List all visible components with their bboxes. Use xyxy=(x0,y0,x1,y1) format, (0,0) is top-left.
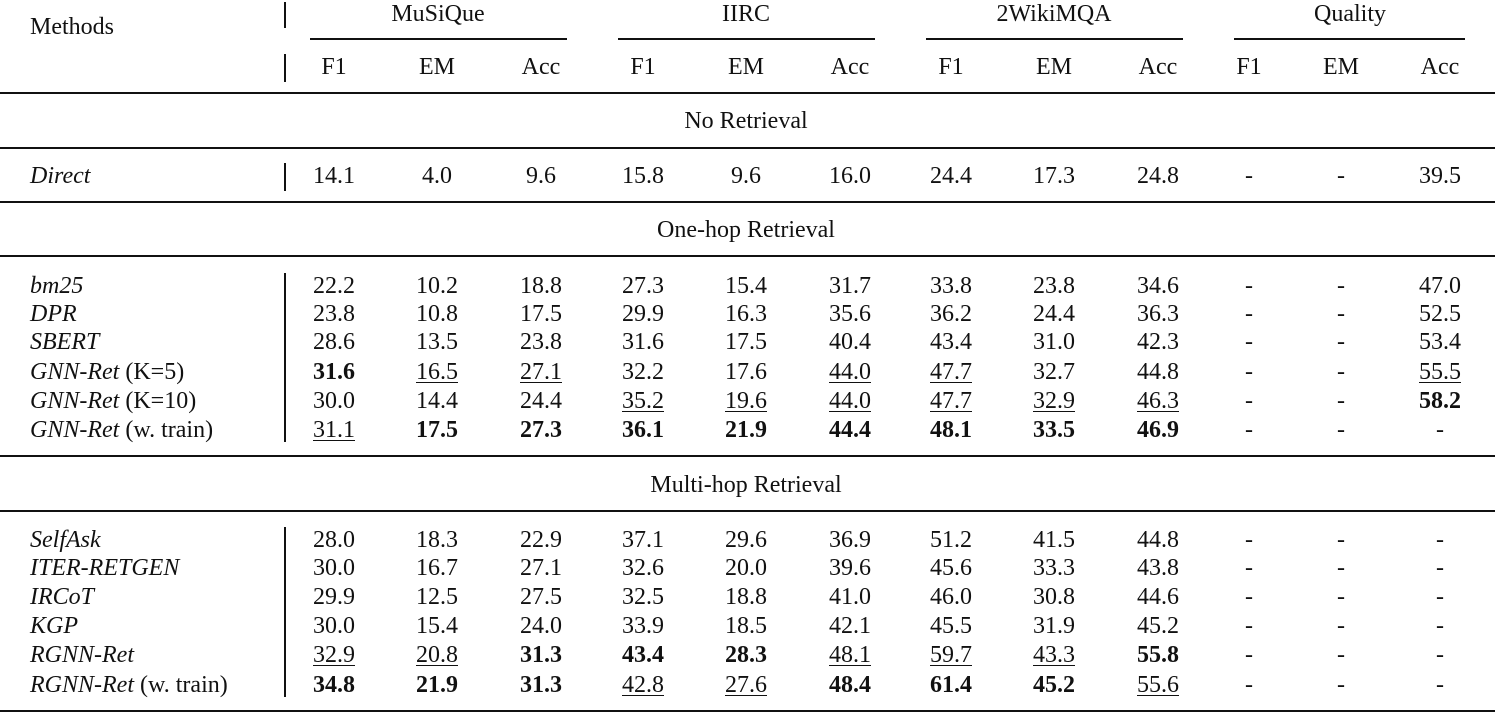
table-cell: 31.3 xyxy=(520,642,562,668)
method-name: DPR xyxy=(30,301,77,327)
table-cell: 20.8 xyxy=(416,642,458,668)
table-cell: 32.2 xyxy=(622,359,664,385)
table-cell: 43.4 xyxy=(622,642,664,668)
table-cell: 34.8 xyxy=(313,672,355,698)
header-subcol: F1 xyxy=(1236,54,1262,80)
table-cell: - xyxy=(1245,555,1253,581)
method-label xyxy=(30,416,213,444)
table-cell: - xyxy=(1337,417,1345,443)
table-cell: 17.5 xyxy=(520,301,562,327)
header-subcol: Acc xyxy=(1138,54,1178,80)
table-cell: 32.6 xyxy=(622,555,664,581)
table-cell: 18.5 xyxy=(725,613,767,639)
table-cell: 33.3 xyxy=(1033,555,1075,581)
header-subcol: EM xyxy=(419,54,455,80)
table-cell: 24.8 xyxy=(1137,163,1179,189)
header-group: Quality xyxy=(1314,1,1386,27)
table-cell: - xyxy=(1337,388,1345,414)
table-cell: 59.7 xyxy=(930,642,972,668)
table-cell: 47.7 xyxy=(930,388,972,414)
table-cell: 31.7 xyxy=(829,273,871,299)
table-cell: 39.6 xyxy=(829,555,871,581)
table-cell: - xyxy=(1436,613,1444,639)
table-cell: 36.1 xyxy=(622,417,664,443)
group-underline xyxy=(926,38,1183,40)
table-cell: - xyxy=(1436,555,1444,581)
table-cell: - xyxy=(1245,642,1253,668)
table-cell: 35.6 xyxy=(829,301,871,327)
table-cell: 53.4 xyxy=(1419,329,1461,355)
table-cell: - xyxy=(1245,329,1253,355)
table-cell: 43.4 xyxy=(930,329,972,355)
table-cell: - xyxy=(1337,301,1345,327)
table-cell: 15.8 xyxy=(622,163,664,189)
table-cell: 28.0 xyxy=(313,527,355,553)
table-cell: 55.5 xyxy=(1419,359,1461,385)
column-separator xyxy=(284,2,286,28)
table-cell: 31.3 xyxy=(520,672,562,698)
table-cell: 27.5 xyxy=(520,584,562,610)
method-label xyxy=(30,671,228,699)
table-cell: 30.0 xyxy=(313,388,355,414)
table-cell: 27.1 xyxy=(520,555,562,581)
method-name: ITER-RETGEN xyxy=(30,555,180,581)
method-name: GNN-Ret xyxy=(30,388,120,414)
method-name: Direct xyxy=(30,163,91,189)
method-name: GNN-Ret xyxy=(30,417,120,443)
table-cell: 17.5 xyxy=(725,329,767,355)
table-cell: 43.8 xyxy=(1137,555,1179,581)
table-cell: 24.4 xyxy=(1033,301,1075,327)
table-cell: 48.1 xyxy=(930,417,972,443)
method-label xyxy=(30,554,179,582)
header-subcol: EM xyxy=(1323,54,1359,80)
table-cell: 15.4 xyxy=(725,273,767,299)
table-rule xyxy=(0,92,1495,94)
table-cell: - xyxy=(1337,273,1345,299)
table-cell: - xyxy=(1337,359,1345,385)
table-cell: 45.2 xyxy=(1033,672,1075,698)
table-cell: 51.2 xyxy=(930,527,972,553)
method-label xyxy=(30,328,99,356)
table-cell: 32.5 xyxy=(622,584,664,610)
table-cell: 17.6 xyxy=(725,359,767,385)
table-cell: 39.5 xyxy=(1419,163,1461,189)
table-cell: 24.4 xyxy=(520,388,562,414)
table-cell: 34.6 xyxy=(1137,273,1179,299)
table-cell: 45.2 xyxy=(1137,613,1179,639)
table-cell: - xyxy=(1245,273,1253,299)
table-cell: - xyxy=(1245,417,1253,443)
section-title: One-hop Retrieval xyxy=(657,217,835,243)
table-cell: - xyxy=(1337,329,1345,355)
table-cell: 44.8 xyxy=(1137,359,1179,385)
table-cell: 29.9 xyxy=(313,584,355,610)
table-cell: - xyxy=(1245,163,1253,189)
table-cell: 45.6 xyxy=(930,555,972,581)
table-cell: 15.4 xyxy=(416,613,458,639)
table-cell: 48.4 xyxy=(829,672,871,698)
table-cell: 44.4 xyxy=(829,417,871,443)
table-cell: - xyxy=(1436,584,1444,610)
table-cell: 18.8 xyxy=(725,584,767,610)
table-cell: 22.9 xyxy=(520,527,562,553)
table-cell: - xyxy=(1245,359,1253,385)
table-cell: 30.0 xyxy=(313,613,355,639)
table-cell: 47.7 xyxy=(930,359,972,385)
table-cell: 42.8 xyxy=(622,672,664,698)
table-cell: - xyxy=(1245,388,1253,414)
table-cell: 18.3 xyxy=(416,527,458,553)
method-label xyxy=(30,272,83,300)
table-cell: 42.1 xyxy=(829,613,871,639)
section-title: No Retrieval xyxy=(684,108,808,134)
header-subcol: Acc xyxy=(521,54,561,80)
table-cell: - xyxy=(1245,672,1253,698)
table-cell: - xyxy=(1337,555,1345,581)
table-cell: 37.1 xyxy=(622,527,664,553)
table-cell: 13.5 xyxy=(416,329,458,355)
method-name: bm25 xyxy=(30,273,84,299)
header-subcol: Acc xyxy=(830,54,870,80)
table-cell: 28.6 xyxy=(313,329,355,355)
table-cell: 32.9 xyxy=(313,642,355,668)
method-label xyxy=(30,162,90,190)
table-cell: 31.6 xyxy=(313,359,355,385)
table-cell: 61.4 xyxy=(930,672,972,698)
table-cell: 28.3 xyxy=(725,642,767,668)
table-cell: 16.7 xyxy=(416,555,458,581)
method-label xyxy=(30,612,78,640)
table-cell: 40.4 xyxy=(829,329,871,355)
table-cell: 27.1 xyxy=(520,359,562,385)
column-separator xyxy=(284,273,286,442)
table-cell: 45.5 xyxy=(930,613,972,639)
method-name: RGNN-Ret xyxy=(30,642,134,668)
group-underline xyxy=(618,38,875,40)
table-rule xyxy=(0,201,1495,203)
table-cell: 23.8 xyxy=(1033,273,1075,299)
table-cell: 24.4 xyxy=(930,163,972,189)
method-name: KGP xyxy=(30,613,78,639)
table-cell: - xyxy=(1337,163,1345,189)
group-underline xyxy=(1234,38,1465,40)
header-subcol: F1 xyxy=(630,54,656,80)
table-cell: 27.3 xyxy=(520,417,562,443)
table-cell: - xyxy=(1436,672,1444,698)
table-cell: 32.7 xyxy=(1033,359,1075,385)
method-label xyxy=(30,300,77,328)
table-cell: 44.0 xyxy=(829,359,871,385)
table-cell: 4.0 xyxy=(422,163,452,189)
table-rule xyxy=(0,510,1495,512)
table-cell: 43.3 xyxy=(1033,642,1075,668)
method-label xyxy=(30,641,134,669)
table-cell: 23.8 xyxy=(313,301,355,327)
table-cell: 24.0 xyxy=(520,613,562,639)
table-cell: - xyxy=(1245,527,1253,553)
table-cell: 18.8 xyxy=(520,273,562,299)
method-label xyxy=(30,526,101,554)
table-cell: - xyxy=(1245,301,1253,327)
table-cell: 44.6 xyxy=(1137,584,1179,610)
section-title: Multi-hop Retrieval xyxy=(650,472,842,498)
table-cell: 44.0 xyxy=(829,388,871,414)
table-cell: 30.0 xyxy=(313,555,355,581)
column-separator xyxy=(284,54,286,82)
header-subcol: F1 xyxy=(321,54,347,80)
table-rule xyxy=(0,710,1495,712)
table-cell: 52.5 xyxy=(1419,301,1461,327)
table-cell: 29.6 xyxy=(725,527,767,553)
method-suffix: (w. train) xyxy=(133,672,228,698)
table-cell: 14.4 xyxy=(416,388,458,414)
table-cell: 23.8 xyxy=(520,329,562,355)
table-cell: 21.9 xyxy=(416,672,458,698)
table-cell: 41.0 xyxy=(829,584,871,610)
table-cell: 42.3 xyxy=(1137,329,1179,355)
column-separator xyxy=(284,163,286,191)
table-cell: - xyxy=(1337,642,1345,668)
table-cell: - xyxy=(1436,642,1444,668)
method-suffix: (w. train) xyxy=(119,417,214,443)
table-cell: 46.9 xyxy=(1137,417,1179,443)
table-cell: 33.5 xyxy=(1033,417,1075,443)
method-name: SelfAsk xyxy=(30,527,101,553)
table-cell: 29.9 xyxy=(622,301,664,327)
table-cell: - xyxy=(1337,613,1345,639)
header-group: 2WikiMQA xyxy=(996,1,1112,27)
method-label xyxy=(30,358,184,386)
table-cell: 21.9 xyxy=(725,417,767,443)
table-cell: 27.6 xyxy=(725,672,767,698)
table-cell: 41.5 xyxy=(1033,527,1075,553)
table-cell: 36.9 xyxy=(829,527,871,553)
table-cell: 10.2 xyxy=(416,273,458,299)
table-cell: 9.6 xyxy=(526,163,556,189)
table-cell: 36.3 xyxy=(1137,301,1179,327)
table-cell: 33.8 xyxy=(930,273,972,299)
table-cell: - xyxy=(1245,613,1253,639)
table-rule xyxy=(0,147,1495,149)
header-subcol: EM xyxy=(1036,54,1072,80)
table-cell: 48.1 xyxy=(829,642,871,668)
header-group: MuSiQue xyxy=(391,1,485,27)
table-cell: 17.3 xyxy=(1033,163,1075,189)
header-methods: Methods xyxy=(30,14,114,40)
table-cell: 46.3 xyxy=(1137,388,1179,414)
table-cell: - xyxy=(1436,417,1444,443)
table-cell: 30.8 xyxy=(1033,584,1075,610)
table-rule xyxy=(0,455,1495,457)
header-group: IIRC xyxy=(722,1,770,27)
table-cell: - xyxy=(1337,527,1345,553)
table-cell: 16.0 xyxy=(829,163,871,189)
table-cell: 31.1 xyxy=(313,417,355,443)
table-cell: 16.3 xyxy=(725,301,767,327)
header-subcol: F1 xyxy=(938,54,964,80)
header-subcol: Acc xyxy=(1420,54,1460,80)
table-cell: - xyxy=(1337,584,1345,610)
table-cell: 19.6 xyxy=(725,388,767,414)
method-suffix: (K=5) xyxy=(119,359,185,385)
table-cell: 31.0 xyxy=(1033,329,1075,355)
column-separator xyxy=(284,527,286,697)
table-cell: 17.5 xyxy=(416,417,458,443)
table-cell: 58.2 xyxy=(1419,388,1461,414)
table-cell: 27.3 xyxy=(622,273,664,299)
group-underline xyxy=(310,38,567,40)
table-cell: 35.2 xyxy=(622,388,664,414)
table-cell: 44.8 xyxy=(1137,527,1179,553)
table-cell: 9.6 xyxy=(731,163,761,189)
method-name: IRCoT xyxy=(30,584,95,610)
method-label xyxy=(30,387,196,415)
table-cell: 46.0 xyxy=(930,584,972,610)
table-cell: 55.8 xyxy=(1137,642,1179,668)
table-cell: 14.1 xyxy=(313,163,355,189)
table-cell: 12.5 xyxy=(416,584,458,610)
method-name: GNN-Ret xyxy=(30,359,120,385)
table-cell: 32.9 xyxy=(1033,388,1075,414)
header-subcol: EM xyxy=(728,54,764,80)
table-cell: - xyxy=(1245,584,1253,610)
method-name: RGNN-Ret xyxy=(30,672,134,698)
table-cell: 33.9 xyxy=(622,613,664,639)
table-cell: 36.2 xyxy=(930,301,972,327)
table-cell: 55.6 xyxy=(1137,672,1179,698)
method-suffix: (K=10) xyxy=(119,388,197,414)
table-cell: 22.2 xyxy=(313,273,355,299)
table-rule xyxy=(0,255,1495,257)
method-name: SBERT xyxy=(30,329,100,355)
table-cell: 31.6 xyxy=(622,329,664,355)
table-cell: 31.9 xyxy=(1033,613,1075,639)
table-cell: 10.8 xyxy=(416,301,458,327)
table-cell: - xyxy=(1436,527,1444,553)
table-cell: 47.0 xyxy=(1419,273,1461,299)
table-cell: - xyxy=(1337,672,1345,698)
table-cell: 20.0 xyxy=(725,555,767,581)
method-label xyxy=(30,583,94,611)
table-cell: 16.5 xyxy=(416,359,458,385)
